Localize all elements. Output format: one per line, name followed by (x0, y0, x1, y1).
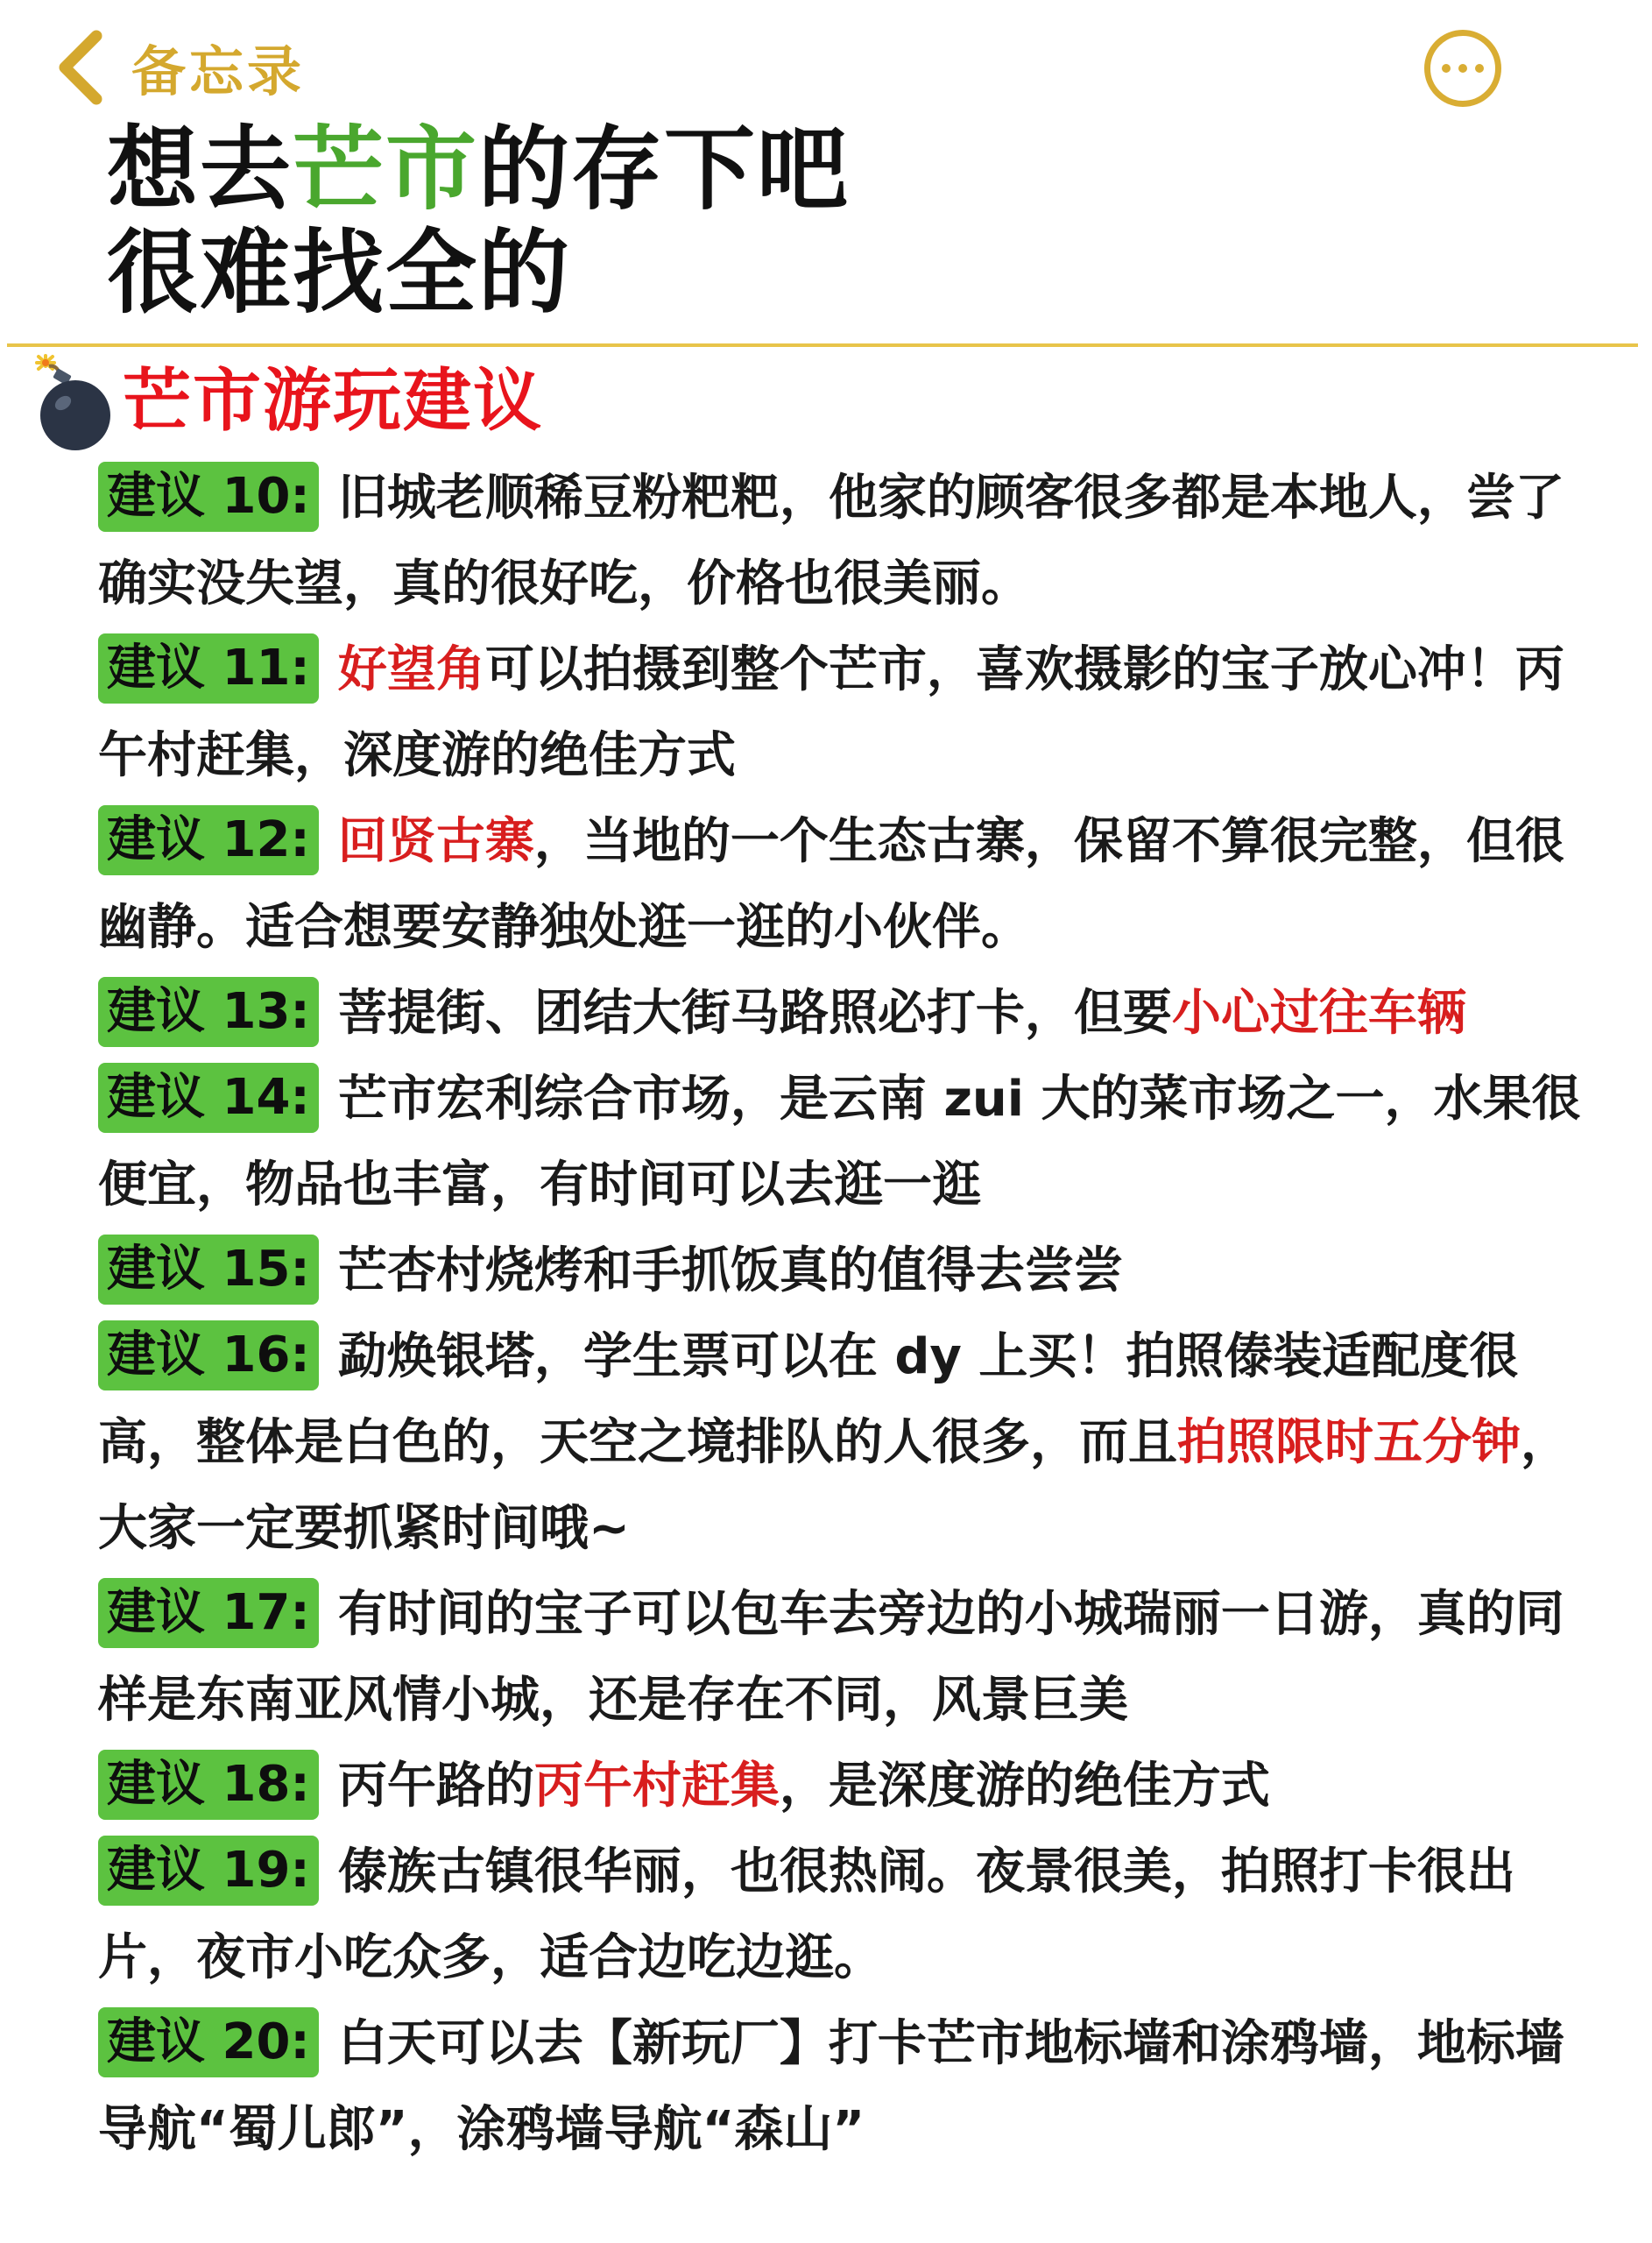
tip-item (98, 1829, 1587, 2001)
tip-number-badge: 建议 15: (98, 1235, 319, 1305)
tip-highlight: 拍照限时五分钟 (1177, 1414, 1521, 1471)
tip-item (98, 1572, 1587, 1744)
nav-bar (0, 0, 1652, 131)
tip-number-badge: 建议 11: (98, 633, 319, 704)
tip-highlight: 小心过往车辆 (1171, 985, 1466, 1042)
tip-number-badge: 建议 13: (98, 977, 319, 1047)
tip-item (98, 1057, 1587, 1228)
back-button[interactable] (54, 28, 305, 106)
tip-text: 芒市宏利综合市场，是云南 zui 大的菜市场之一，水果很便宜，物品也丰富，有时间可以去逛一逛 (98, 1071, 1581, 1213)
tip-number-badge: 建议 20: (98, 2007, 319, 2077)
tip-item (98, 1314, 1587, 1572)
tip-text: ，大家一定要抓紧时间哦~ (98, 1414, 1570, 1557)
tip-text: 可以拍摄到整个芒市，喜欢摄影的宝子放心冲！丙午村赶集，深度游的绝佳方式 (98, 641, 1564, 784)
title-line-1 (107, 117, 850, 221)
tip-number-badge: 建议 16: (98, 1320, 319, 1390)
tip-item (98, 799, 1587, 971)
title-highlight: 芒市 (293, 116, 479, 223)
title-line-2: 很难找全的 (107, 219, 572, 326)
tip-highlight: 丙午村赶集 (533, 1758, 780, 1815)
tip-text: 菩提街、团结大街马路照必打卡，但要 (337, 985, 1172, 1042)
tip-number-badge: 建议 12: (98, 805, 319, 875)
tip-number-badge: 建议 10: (98, 462, 319, 532)
tips-list (98, 456, 1587, 2173)
tip-text: ，当地的一个生态古寨，保留不算很完整，但很幽静。适合想要安静独处逛一逛的小伙伴。 (98, 813, 1564, 956)
bomb-icon (26, 352, 123, 453)
tip-text: 丙午路的 (337, 1758, 534, 1815)
tip-item (98, 1744, 1587, 1829)
tip-item (98, 627, 1587, 799)
tip-text: 傣族古镇很华丽，也很热闹。夜景很美，拍照打卡很出片，夜市小吃众多，适合边吃边逛。 (98, 1843, 1515, 1986)
title-text: 的存下吧 (478, 116, 851, 223)
divider (7, 343, 1638, 347)
tip-number-badge: 建议 19: (98, 1836, 319, 1906)
tip-number-badge: 建议 17: (98, 1578, 319, 1648)
tip-highlight: 好望角 (337, 641, 485, 698)
section-title: 芒市游玩建议 (123, 362, 544, 441)
title-text: 想去 (107, 116, 293, 223)
tip-number-badge: 建议 18: (98, 1750, 319, 1820)
back-label: 备忘录 (131, 39, 306, 103)
tip-number-badge: 建议 14: (98, 1063, 319, 1133)
tip-text: 白天可以去【新玩厂】打卡芒市地标墙和涂鸦墙，地标墙导航“蜀儿郎”，涂鸦墙导航“森山” (98, 2015, 1564, 2158)
tip-text: 有时间的宝子可以包车去旁边的小城瑞丽一日游，真的同样是东南亚风情小城，还是存在不同，风景巨美 (98, 1586, 1564, 1729)
tip-item (98, 456, 1587, 627)
tip-text: 芒杏村烧烤和手抓饭真的值得去尝尝 (337, 1242, 1123, 1299)
more-dots-icon[interactable] (1424, 30, 1501, 107)
tip-item (98, 971, 1587, 1057)
tip-text: ，是深度游的绝佳方式 (779, 1758, 1270, 1815)
tip-highlight: 回贤古寨 (337, 813, 534, 870)
tip-item (98, 2001, 1587, 2173)
page-title (107, 117, 850, 324)
chevron-left-icon (54, 29, 107, 106)
tip-item (98, 1228, 1587, 1314)
tip-text: 勐焕银塔，学生票可以在 dy 上买！拍照傣装适配度很高，整体是白色的，天空之境排队的人很多，而且 (98, 1328, 1519, 1471)
tip-text: 旧城老顺稀豆粉粑粑，他家的顾客很多都是本地人，尝了确实没失望，真的很好吃，价格也很美丽。 (98, 470, 1564, 612)
